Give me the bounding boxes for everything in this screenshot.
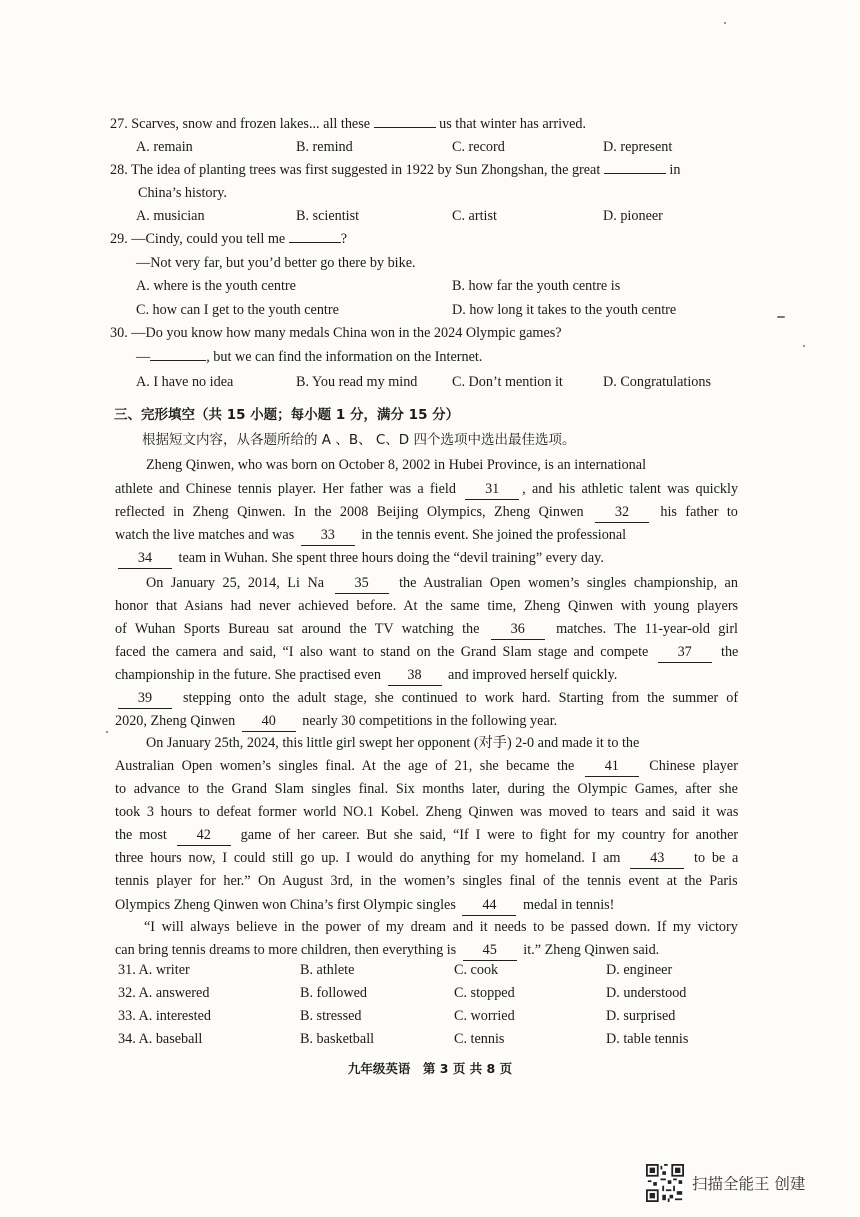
cloze-option: 31. A. writer (118, 962, 190, 978)
answer-blank (604, 173, 666, 174)
answer-option: C. Don’t mention it (452, 374, 563, 390)
question-text: 29. —Cindy, could you tell me (110, 231, 289, 247)
passage-text: took 3 hours to defeat former world NO.1 Kobel. Zheng Qinwen was moved to tears and said it was (115, 804, 739, 820)
passage-text: On January 25th, 2024, this little girl swept her opponent (对手) 2-0 and made it to the (146, 735, 640, 751)
cloze-option: D. surprised (606, 1008, 676, 1024)
cloze-blank: 31 (465, 479, 519, 500)
cloze-option: B. basketball (300, 1031, 375, 1047)
cloze-blank: 36 (491, 619, 545, 640)
passage-line (115, 895, 614, 916)
cloze-blank: 42 (177, 825, 231, 846)
passage-text: it.” Zheng Qinwen said. (519, 942, 660, 958)
answer-option: A. musician (136, 208, 205, 224)
question-text: — (136, 349, 151, 365)
question-text: 30. —Do you know how many medals China won in the 2024 Olympic games? (110, 325, 562, 341)
question-text: 27. Scarves, snow and frozen lakes... all these (110, 116, 374, 132)
passage-text: matches. The 11-year-old girl (547, 621, 738, 637)
passage-line (115, 596, 738, 616)
question-text: 28. The idea of planting trees was first suggested in 1922 by Sun Zhongshan, the great (110, 162, 604, 178)
answer-option: D. pioneer (603, 208, 663, 224)
passage-text: watch the live matches and was (115, 527, 298, 543)
question-line (110, 160, 680, 180)
passage-line (115, 940, 659, 961)
passage-text: in the tennis event. She joined the professional (357, 527, 627, 543)
cloze-blank: 32 (595, 502, 649, 523)
cloze-option: D. engineer (606, 962, 673, 978)
passage-text: Australian Open women’s singles final. At the age of 21, she became the (115, 758, 582, 774)
cloze-blank: 33 (301, 525, 355, 546)
passage-text: can bring tennis dreams to more children, then everything is (115, 942, 460, 958)
cloze-option: 34. A. baseball (118, 1031, 203, 1047)
question-text: in (665, 162, 681, 178)
answer-option: B. remind (296, 139, 353, 155)
question-line (110, 114, 586, 134)
passage-text: 2020, Zheng Qinwen (115, 713, 239, 729)
passage-text: the most (115, 827, 174, 843)
scanner-watermark (646, 1163, 805, 1203)
question-line (136, 253, 416, 273)
passage-text: Olympics Zheng Qinwen won China’s first Olympic singles (115, 897, 460, 913)
answer-option: A. remain (136, 139, 193, 155)
page-footer: 九年级英语 第 3 页 共 8 页 (347, 1061, 513, 1076)
passage-text: team in Wuhan. She spent three hours doing the “devil training” every day. (175, 550, 604, 566)
cloze-blank: 45 (463, 940, 517, 961)
passage-text: to be a (687, 850, 739, 866)
answer-option: D. represent (603, 139, 673, 155)
cloze-option: C. stopped (454, 985, 515, 1001)
passage-text: “I will always believe in the power of my dream and it needs to be passed down. If my victory (144, 919, 738, 935)
answer-blank (289, 242, 341, 243)
cloze-blank: 40 (242, 711, 296, 732)
passage-text: tennis player for her.” On August 3rd, in the women’s singles final of the tennis event at the Paris (115, 873, 738, 889)
answer-option: C. record (452, 139, 505, 155)
answer-option: B. You read my mind (296, 374, 418, 390)
question-text: ? (340, 231, 348, 247)
passage-line (115, 711, 557, 732)
passage-line (146, 455, 646, 475)
answer-blank (150, 360, 206, 361)
cloze-blank: 34 (118, 548, 172, 569)
scan-speck (724, 22, 726, 24)
passage-line (115, 479, 738, 500)
passage-text: faced the camera and said, “I also want to stand on the Grand Slam stage and compete (115, 644, 655, 660)
passage-text: the (714, 644, 739, 660)
passage-line (115, 802, 738, 822)
cloze-blank: 41 (585, 756, 639, 777)
passage-text: Zheng Qinwen, who was born on October 8, 2002 in Hubei Province, is an international (146, 457, 647, 473)
passage-line (146, 573, 738, 594)
cloze-blank: 37 (658, 642, 712, 663)
passage-line (115, 848, 738, 869)
passage-text: athlete and Chinese tennis player. Her father was a field (115, 481, 463, 497)
passage-line (115, 779, 738, 799)
passage-text: of Wuhan Sports Bureau sat around the TV watching the (115, 621, 488, 637)
passage-line (146, 733, 639, 753)
passage-text: medal in tennis! (519, 897, 615, 913)
answer-option: B. how far the youth centre is (452, 278, 621, 294)
answer-option: A. I have no idea (136, 374, 234, 390)
cloze-option: B. athlete (300, 962, 355, 978)
question-text: , but we can find the information on the Internet. (206, 349, 483, 365)
scan-speck (777, 316, 785, 318)
question-text: us that winter has arrived. (435, 116, 587, 132)
passage-line (115, 756, 738, 777)
answer-option: D. how long it takes to the youth centre (452, 302, 677, 318)
cloze-option: C. tennis (454, 1031, 505, 1047)
answer-option: A. where is the youth centre (136, 278, 296, 294)
passage-text: the Australian Open women’s singles championship, an (391, 575, 738, 591)
cloze-blank: 39 (118, 688, 172, 709)
answer-option: B. scientist (296, 208, 360, 224)
question-line (110, 323, 562, 343)
passage-text: game of her career. But she said, “If I were to fight for my country for another (233, 827, 739, 843)
question-text: —Not very far, but you’d better go there by bike. (136, 255, 416, 271)
watermark-text: 扫描全能王 创建 (692, 1175, 806, 1193)
qr-code-icon (646, 1164, 684, 1202)
passage-line (115, 688, 738, 709)
passage-text: reflected in Zheng Qinwen. In the 2008 Beijing Olympics, Zheng Qinwen (115, 504, 592, 520)
cloze-blank: 43 (630, 848, 684, 869)
passage-text: and improved herself quickly. (444, 667, 618, 683)
passage-text: Chinese player (641, 758, 738, 774)
cloze-option: D. understood (606, 985, 687, 1001)
cloze-blank: 44 (462, 895, 516, 916)
cloze-blank: 35 (335, 573, 389, 594)
passage-text: championship in the future. She practised even (115, 667, 385, 683)
question-line (136, 347, 482, 367)
passage-text: On January 25, 2014, Li Na (146, 575, 332, 591)
passage-line (144, 917, 738, 937)
passage-text: honor that Asians had never achieved before. At the same time, Zheng Qinwen with young players (115, 598, 739, 614)
passage-line (115, 825, 738, 846)
passage-line (115, 665, 617, 686)
passage-line (115, 619, 738, 640)
scan-speck (803, 345, 805, 347)
passage-line (115, 548, 604, 569)
cloze-option: C. worried (454, 1008, 515, 1024)
passage-text: , and his athletic talent was quickly (522, 481, 739, 497)
answer-option: C. artist (452, 208, 497, 224)
answer-option: C. how can I get to the youth centre (136, 302, 339, 318)
scan-speck (106, 731, 108, 733)
section-title: 三、完形填空（共 15 小题；每小题 1 分，满分 15 分） (114, 407, 460, 423)
passage-line (115, 525, 626, 546)
cloze-blank: 38 (388, 665, 442, 686)
passage-text: his father to (651, 504, 738, 520)
passage-line (115, 502, 738, 523)
cloze-option: D. table tennis (606, 1031, 689, 1047)
passage-text: stepping onto the adult stage, she continued to work hard. Starting from the summer of (175, 690, 739, 706)
answer-option: D. Congratulations (603, 374, 711, 390)
passage-text: three hours now, I could still go up. I would do anything for my homeland. I am (115, 850, 628, 866)
cloze-option: 33. A. interested (118, 1008, 211, 1024)
passage-text: to advance to the Grand Slam singles final. Six months later, during the Olympic Games, after she (115, 781, 738, 797)
cloze-option: 32. A. answered (118, 985, 210, 1001)
question-line (138, 183, 227, 203)
passage-line (115, 871, 738, 891)
cloze-option: C. cook (454, 962, 499, 978)
answer-blank (374, 127, 436, 128)
question-line (110, 229, 347, 249)
cloze-option: B. stressed (300, 1008, 362, 1024)
section-instruction: 根据短文内容，从各题所给的 A 、B、 C、D 四个选项中选出最佳选项。 (142, 432, 576, 448)
cloze-option: B. followed (300, 985, 367, 1001)
passage-line (115, 642, 738, 663)
passage-text: nearly 30 competitions in the following year. (298, 713, 558, 729)
question-text: China’s history. (138, 185, 227, 201)
